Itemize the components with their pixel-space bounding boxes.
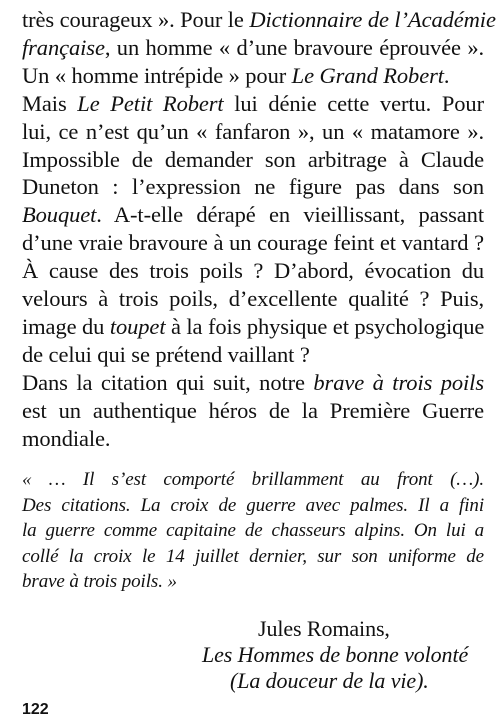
attribution-author: Jules Romains, [258,616,390,641]
page-number: 122 [22,701,49,718]
body-text-run: Impossible de demander son arbitrage à Claude [22,146,484,172]
body-text-run: image du [22,313,110,339]
body-text-run: . [443,62,450,88]
quote-line: collé la croix le 14 juillet dernier, sur son uniforme de [22,545,484,567]
italic-text-run: française [22,34,105,60]
body-line [22,285,484,313]
body-line [22,397,484,425]
body-text-run: lui, ce n’est qu’un « fanfaron », un « matamore ». [22,118,484,144]
body-line [22,257,484,285]
body-text-run: Un « homme intrépide » pour [22,62,292,88]
attribution-volume-title: (La douceur de la vie). [230,668,429,693]
body-line [22,425,110,453]
body-line [22,34,484,62]
italic-text-run: brave à trois poils [313,369,484,395]
body-text-run: à la fois physique et psychologique [165,313,485,339]
body-line [22,90,484,118]
body-line [22,201,484,229]
attribution-work-title: Les Hommes de bonne volonté [202,642,469,667]
body-text-run: Duneton : l’expression ne figure pas dans son [22,174,484,200]
body-line [22,341,310,369]
quote-line: brave à trois poils. » [22,571,177,592]
body-text-run: , un homme « d’une bravoure éprouvée ». [104,34,484,60]
italic-text-run: Le Petit Robert [77,90,224,116]
body-text-run: velours à trois poils, d’excellente qualité ? Puis, [22,286,484,311]
body-text-run: À cause des trois poils ? D’abord, évocation du [22,258,484,284]
body-line [22,313,484,341]
body-line [22,62,449,90]
body-text-run: est un authentique héros de la Première Guerre [22,397,484,423]
body-line [22,173,484,201]
body-line [22,118,484,146]
body-text-run: d’une vraie bravoure à un courage feint et vantard ? [22,230,484,256]
body-line [22,369,484,397]
body-text-run: Mais [22,90,78,116]
body-line [22,229,484,257]
body-text-run: de celui qui se prétend vaillant ? [22,341,310,367]
body-text-run: lui dénie cette vertu. Pour [223,90,484,116]
body-text-run: . A-t-elle dérapé en vieillissant, passant [96,202,484,228]
italic-text-run: Le Grand Robert [291,62,444,88]
italic-text-run: Dictionnaire de l’Académie [249,7,496,32]
quote-line: la guerre comme capitaine de chasseurs alpins. On lui a [22,520,484,541]
body-line [22,146,484,174]
italic-text-run: Bouquet [22,202,97,228]
quote-line: « … Il s’est comporté brillamment au front (…). [22,469,484,490]
italic-text-run: toupet [109,313,166,339]
body-text-run: très courageux ». Pour le [22,7,250,32]
quote-line: Des citations. La croix de guerre avec palmes. Il a fini [22,494,484,516]
body-line [22,6,496,34]
body-text-run: Dans la citation qui suit, notre [22,369,314,395]
body-text-run: mondiale. [22,425,111,451]
